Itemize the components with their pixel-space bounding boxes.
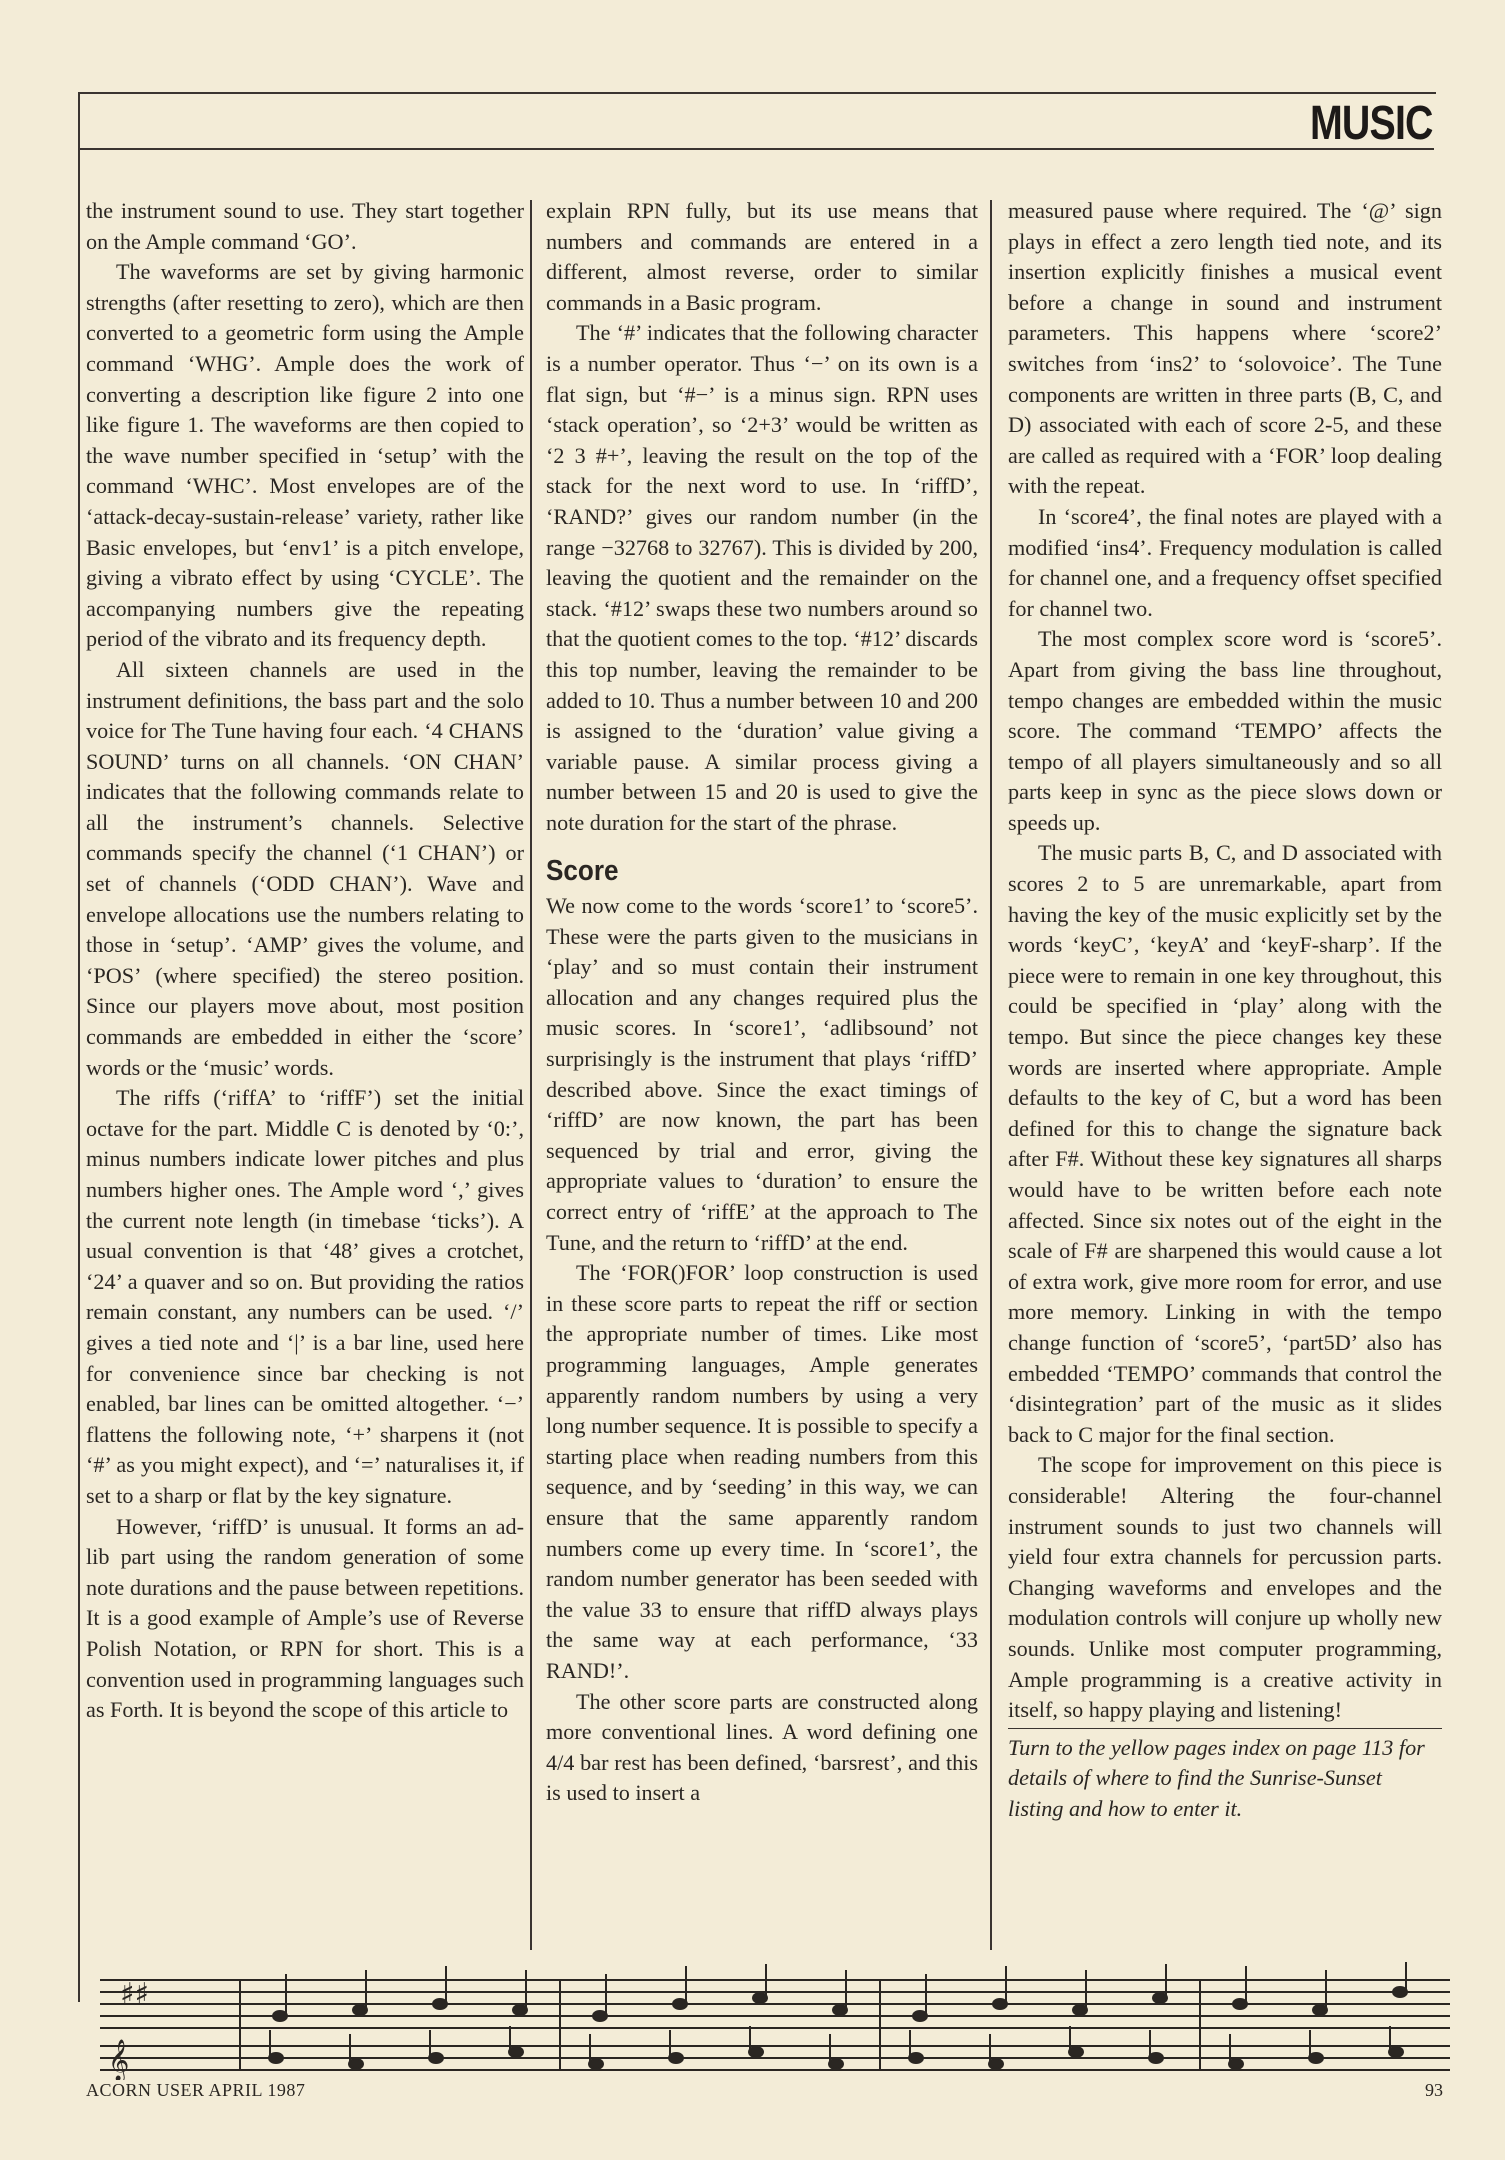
page-number: 93 bbox=[1425, 2080, 1443, 2100]
music-staff-decoration bbox=[100, 1960, 1450, 2080]
paragraph: The riffs (‘riffA’ to ‘riffF’) set the initial octave for the part. Middle C is denoted by ‘0:’, minus numbers indicate lower pitches and plus numbers higher ones. The Ample word ‘,’ gives the current note length (in timebase ‘ticks’). A usual convention is that ‘48’ gives a crotchet, ‘24’ a quaver and so on. But providing the ratios remain constant, any numbers can be used. ‘/’ gives a tied note and ‘|’ is a bar line, used here for convenience since bar checking is not enabled, bar lines can be omitted altogether. ‘−’ flattens the following note, ‘+’ sharpens it (not ‘#’ as you might expect), and ‘=’ naturalises it, if set to a sharp or flat by the key signature. bbox=[86, 1085, 524, 1508]
paragraph: All sixteen channels are used in the instrument definitions, the bass part and the solo voice for The Tune having four each. ‘4 CHANS SOUND’ turns on all channels. ‘ON CHAN’ indicates that the following commands relate to all the instrument’s channels. Selective commands specify the channel (‘1 CHAN’) or set of channels (‘ODD CHAN’). Wave and envelope allocations use the numbers relating to those in ‘setup’. ‘AMP’ gives the volume, and ‘POS’ (where specified) the stereo position. Since our players move about, most position commands are embedded in either the ‘score’ words or the ‘music’ words. bbox=[86, 656, 524, 1080]
paragraph: We now come to the words ‘score1’ to ‘score5’. These were the parts given to the musicians in ‘play’ and so must contain their instrument allocation and any changes required plus the music scores. In ‘score1’, ‘adlibsound’ not surprisingly is the instrument that plays ‘riffD’ described above. Since the exact timings of ‘riffD’ are now known, the part has been sequenced by trial and error, giving the appropriate values to ‘duration’ to ensure the correct entry of ‘riffE’ at the approach to The Tune, and the return to ‘riffD’ at the end. bbox=[546, 893, 978, 1255]
footer-publication: ACORN USER APRIL 1987 bbox=[86, 2080, 306, 2100]
paragraph: The scope for improvement on this piece is considerable! Altering the four-channel instrument sounds to just two channels will yield four extra channels for percussion parts. Changing waveforms and envelopes and the modulation controls will conjure up wholly new sounds. Unlike most computer programming, Ample programming is a creative activity in itself, so happy playing and listening! bbox=[1008, 1452, 1442, 1723]
section-tag: MUSIC bbox=[1310, 97, 1433, 150]
header-rule bbox=[78, 148, 1434, 150]
column-2 bbox=[546, 196, 978, 1809]
paragraph: In ‘score4’, the final notes are played with a modified ‘ins4’. Frequency modulation is called for channel one, and a frequency offset specified for channel two. bbox=[1008, 503, 1442, 621]
column-divider bbox=[530, 200, 532, 1950]
section-heading: Score bbox=[546, 855, 619, 888]
paragraph: The other score parts are constructed along more conventional lines. A word defining one 4/4 bar rest has been defined, ‘barsrest’, and this is used to insert a bbox=[546, 1688, 978, 1806]
paragraph: the instrument sound to use. They start together on the Ample command ‘GO’. bbox=[86, 198, 524, 254]
footnote: Turn to the yellow pages index on page 113 for details of where to find the Sunrise-Sunset listing and how to enter it. bbox=[1008, 1728, 1442, 1825]
svg-text:𝄞: 𝄞 bbox=[108, 2040, 130, 2080]
column-3 bbox=[1008, 196, 1442, 1824]
paragraph: The music parts B, C, and D associated with scores 2 to 5 are unremarkable, apart from having the key of the music explicitly set by the words ‘keyC’, ‘keyA’ and ‘keyF-sharp’. If the piece were to remain in one key throughout, this could be specified in ‘play’ along with the tempo. But since the piece changes key these words are inserted where appropriate. Ample defaults to the key of C, but a word has been defined for this to change the signature back after F#. Without these key signatures all sharps would have to be written before each note affected. Since six notes out of the eight in the scale of F# are sharpened this would cause a lot of extra work, give more room for error, and use more memory. Linking in with the tempo change function of ‘score5’, ‘part5D’ also has embedded ‘TEMPO’ commands that control the ‘disintegration’ part of the music as it slides back to C major for the final section. bbox=[1008, 840, 1442, 1447]
paragraph: The ‘#’ indicates that the following character is a number operator. Thus ‘−’ on its own is a flat sign, but ‘#−’ is a minus sign. RPN uses ‘stack operation’, so ‘2+3’ would be written as ‘2 3 #+’, leaving the result on the top of the stack for the next word to use. In ‘riffD’, ‘RAND?’ gives our random number (in the range −32768 to 32767). This is divided by 200, leaving the quotient and the remainder on the stack. ‘#12’ swaps these two numbers around so that the quotient comes to the top. ‘#12’ discards this top number, leaving the remainder to be added to 10. Thus a number between 10 and 200 is assigned to the ‘duration’ value giving a variable pause. A similar process giving a number between 15 and 20 is used to give the note duration for the start of the phrase. bbox=[546, 320, 978, 835]
column-1 bbox=[86, 196, 524, 1726]
paragraph: The ‘FOR()FOR’ loop construction is used in these score parts to repeat the riff or section the appropriate number of times. Like most programming languages, Ample generates apparently random numbers by using a very long number sequence. It is possible to specify a starting place when reading numbers from this sequence, and by ‘seeding’ in this way, we can ensure that the same apparently random numbers come up every time. In ‘score1’, the random number generator has been seeded with the value 33 to ensure that riffD always plays the same way at each performance, ‘33 RAND!’. bbox=[546, 1260, 978, 1683]
paragraph: However, ‘riffD’ is unusual. It forms an ad-lib part using the random generation of some note durations and the pause between repetitions. It is a good example of Ample’s use of Reverse Polish Notation, or RPN for short. This is a convention used in programming languages such as Forth. It is beyond the scope of this article to bbox=[86, 1513, 524, 1723]
paragraph: The most complex score word is ‘score5’. Apart from giving the bass line throughout, tempo changes are embedded within the music score. The command ‘TEMPO’ affects the tempo of all players simultaneously and so all parts keep in sync as the piece slows down or speeds up. bbox=[1008, 626, 1442, 835]
paragraph: measured pause where required. The ‘@’ sign plays in effect a zero length tied note, and its insertion explicitly finishes a musical event before a change in sound and instrument parameters. This happens where ‘score2’ switches from ‘ins2’ to ‘solovoice’. The Tune components are written in three parts (B, C, and D) associated with each of score 2-5, and these are called as required with a ‘FOR’ loop dealing with the repeat. bbox=[1008, 198, 1442, 499]
column-divider bbox=[990, 200, 992, 1950]
svg-text:♯♯: ♯♯ bbox=[120, 1977, 150, 2012]
paragraph: The waveforms are set by giving harmonic strengths (after resetting to zero), which are then converted to a geometric form using the Ample command ‘WHG’. Ample does the work of converting a description like figure 2 into one like figure 1. The waveforms are then copied to the wave number specified in ‘setup’ with the command ‘WHC’. Most envelopes are of the ‘attack-decay-sustain-release’ variety, rather like Basic envelopes, but ‘env1’ is a pitch envelope, giving a vibrato effect by using ‘CYCLE’. The accompanying numbers give the repeating period of the vibrato and its frequency depth. bbox=[86, 259, 524, 652]
paragraph: explain RPN fully, but its use means that numbers and commands are entered in a different, almost reverse, order to similar commands in a Basic program. bbox=[546, 198, 978, 315]
